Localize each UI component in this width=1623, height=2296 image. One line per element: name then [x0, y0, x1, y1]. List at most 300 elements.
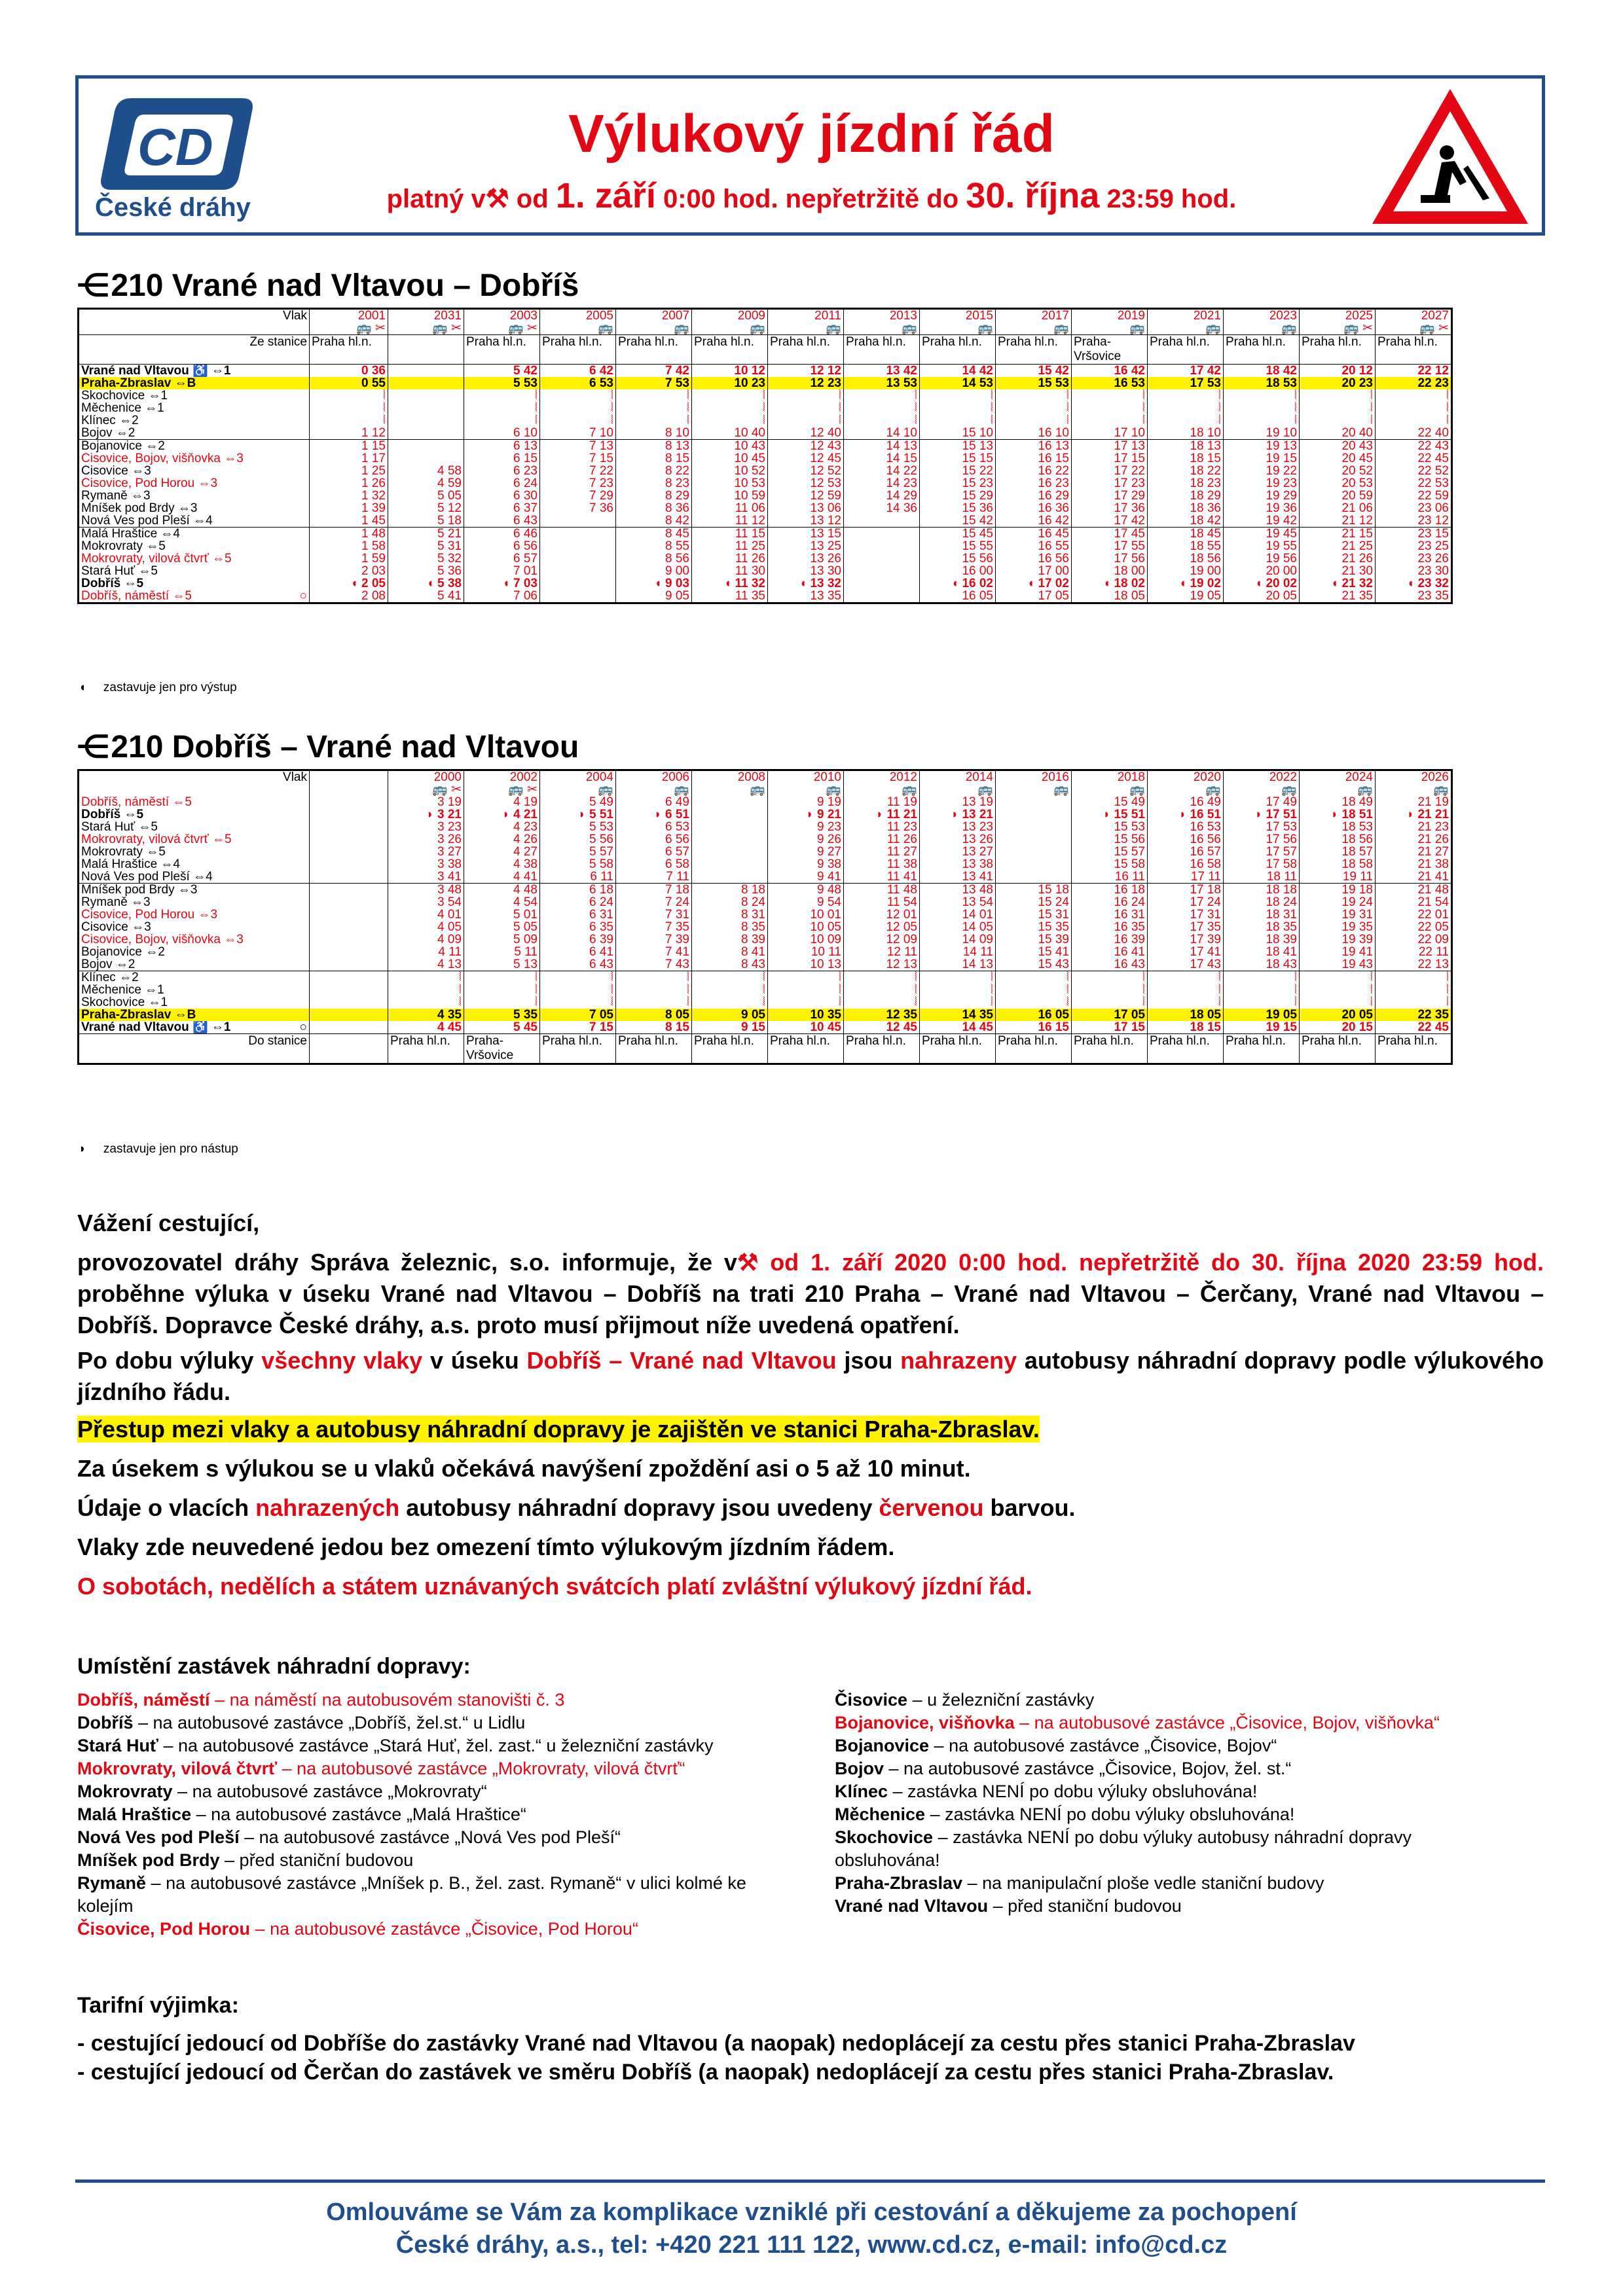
departure-time: 6 43 [464, 514, 540, 528]
departure-time: 21 23 [1376, 821, 1452, 833]
departure-time: ⦚ [1224, 984, 1300, 996]
departure-time: 13 23 [920, 821, 996, 833]
departure-time: 1 59 [310, 552, 388, 565]
departure-time: 1 39 [310, 502, 388, 514]
departure-time: 6 57 [616, 846, 692, 858]
departure-time: 17 53 [1224, 821, 1300, 833]
train-line-icon: ⋲ [77, 730, 109, 764]
departure-time: ⦚ [1224, 996, 1300, 1009]
departure-time: 19 29 [1224, 490, 1300, 502]
departure-time: 6 53 [540, 377, 616, 389]
stop-item [835, 1872, 1489, 1895]
departure-time: 1 45 [310, 514, 388, 528]
departure-time: 11 41 [844, 870, 920, 884]
departure-time: ⦚ [1148, 414, 1224, 427]
departure-time: 20 43 [1300, 440, 1376, 453]
departure-time: 7 23 [540, 477, 616, 490]
departure-time: ⦚ [310, 402, 388, 414]
bus-icon: 🚌 [1148, 322, 1224, 335]
departure-time: 16 58 [1148, 858, 1224, 870]
alight-only-icon: ◖ [79, 681, 86, 694]
departure-time: 10 09 [768, 933, 844, 946]
departure-time: 16 29 [996, 490, 1072, 502]
departure-time: 21 38 [1376, 858, 1452, 870]
departure-time: 19 24 [1300, 896, 1376, 908]
departure-time: 18 22 [1148, 465, 1224, 477]
departure-time: 15 18 [996, 884, 1072, 897]
station-name: Dobříš ⇔5 [81, 808, 144, 821]
departure-time: ◖ 13 32 [768, 577, 844, 590]
bus-icon: 🚌 ✂ [464, 322, 540, 335]
stop-description: – na autobusové zastávce „Čisovice, Pod Horou“ [250, 1919, 638, 1939]
departure-time: 8 36 [616, 502, 692, 514]
departure-time: 1 25 [310, 465, 388, 477]
departure-time [996, 858, 1072, 870]
departure-time [996, 846, 1072, 858]
board-only-icon: ◗ [79, 1142, 86, 1156]
departure-time: 16 22 [996, 465, 1072, 477]
departure-time: 21 26 [1376, 833, 1452, 846]
departure-time: 11 48 [844, 884, 920, 897]
departure-time: 22 01 [1376, 908, 1452, 921]
departure-time: ⦚ [920, 984, 996, 996]
departure-time: 19 05 [1148, 590, 1224, 603]
departure-time: 18 49 [1300, 796, 1376, 808]
vlak-label: Vlak [283, 770, 307, 783]
departure-time: ⦚ [1148, 996, 1224, 1009]
departure-time: 4 26 [464, 833, 540, 846]
departure-time: 21 06 [1300, 502, 1376, 514]
departure-time: 16 31 [1072, 908, 1148, 921]
stop-description: – zastávka NENÍ po dobu výluky obsluhována! [888, 1782, 1258, 1801]
departure-time: 17 05 [996, 590, 1072, 603]
departure-time: 6 13 [464, 440, 540, 453]
bus-icon: 🚌 ✂ [388, 322, 464, 335]
departure-time: 7 31 [616, 908, 692, 921]
departure-time: 8 24 [692, 896, 768, 908]
departure-time [310, 971, 388, 984]
departure-time: ◖ 21 32 [1300, 577, 1376, 590]
departure-time: 16 23 [996, 477, 1072, 490]
destination-station: Praha hl.n. [1300, 1034, 1376, 1064]
departure-time [692, 846, 768, 858]
departure-time: 6 43 [540, 958, 616, 971]
departure-time: 10 40 [692, 427, 768, 440]
bus-icon: 🚌 [768, 783, 844, 796]
departure-time: 19 13 [1224, 440, 1300, 453]
bus-icon: 🚌 [616, 322, 692, 335]
stop-description: – na autobusové zastávce „Nová Ves pod Pleší“ [239, 1827, 621, 1847]
departure-time: 17 58 [1224, 858, 1300, 870]
departure-time: ⦚ [1300, 971, 1376, 984]
table-row [79, 402, 1452, 414]
departure-time: 14 22 [844, 465, 920, 477]
destination-station: Praha hl.n. [692, 1034, 768, 1064]
departure-time: 13 30 [768, 565, 844, 577]
departure-time: 12 35 [844, 1009, 920, 1021]
ze-stanice-label: Ze stanice [79, 335, 310, 365]
departure-time: 4 54 [464, 896, 540, 908]
departure-time: ⦚ [844, 984, 920, 996]
departure-time: 8 39 [692, 933, 768, 946]
departure-time: 8 31 [692, 908, 768, 921]
departure-time: 9 54 [768, 896, 844, 908]
departure-time: 19 56 [1224, 552, 1300, 565]
departure-time: ◖ 5 38 [388, 577, 464, 590]
departure-time: 11 23 [844, 821, 920, 833]
departure-time [388, 440, 464, 453]
departure-time: 11 27 [844, 846, 920, 858]
table-row [79, 590, 1452, 603]
departure-time: ⦚ [692, 984, 768, 996]
station-name: Nová Ves pod Pleší ⇔4 [81, 514, 213, 528]
departure-time: 8 15 [616, 452, 692, 465]
departure-time: 14 11 [920, 946, 996, 958]
roadwork-warning-icon [1368, 84, 1532, 229]
departure-time: 14 13 [844, 440, 920, 453]
departure-time: 22 45 [1376, 1021, 1452, 1034]
departure-time: 11 26 [844, 833, 920, 846]
departure-time: 18 53 [1300, 821, 1376, 833]
departure-time: ◗ 13 21 [920, 808, 996, 821]
greeting: Vážení cestující, [77, 1210, 260, 1236]
departure-time: 7 43 [616, 958, 692, 971]
departure-time: 18 56 [1148, 552, 1224, 565]
departure-time: 0 55 [310, 377, 388, 389]
departure-time: 15 10 [920, 427, 996, 440]
departure-time: 18 24 [1224, 896, 1300, 908]
bus-icon: 🚌 [540, 322, 616, 335]
departure-time: 12 45 [844, 1021, 920, 1034]
departure-time: 6 56 [616, 833, 692, 846]
bus-icon: 🚌 [1300, 783, 1376, 796]
departure-time: 5 42 [464, 365, 540, 378]
stop-description: – před staniční budovou [219, 1850, 414, 1870]
stop-name: Bojanovice [835, 1736, 930, 1755]
departure-time: 20 52 [1300, 465, 1376, 477]
departure-time: 8 05 [616, 1009, 692, 1021]
stop-description: – na autobusové zastávce „Čisovice, Bojov“ [929, 1736, 1277, 1755]
departure-time: 6 58 [616, 858, 692, 870]
departure-time: ⦚ [310, 389, 388, 402]
departure-time: 10 11 [768, 946, 844, 958]
origin-station: Praha hl.n. [920, 335, 996, 365]
departure-time: 9 41 [768, 870, 844, 884]
table-row [79, 858, 1452, 870]
validity-subtitle: platný v⚒ od 1. září 0:00 hod. nepřetržitě do 30. října 23:59 hod. [386, 176, 1237, 215]
departure-time: ⦚ [1376, 984, 1452, 996]
departure-time: 4 13 [388, 958, 464, 971]
departure-time: 6 15 [464, 452, 540, 465]
origin-station: Praha hl.n. [1376, 335, 1452, 365]
destination-station: Praha hl.n. [844, 1034, 920, 1064]
departure-time: 5 36 [388, 565, 464, 577]
departure-time: 8 15 [616, 1021, 692, 1034]
departure-time: ⦚ [1376, 414, 1452, 427]
stops-list-right [835, 1689, 1489, 1918]
departure-time: 4 48 [464, 884, 540, 897]
departure-time: 6 31 [540, 908, 616, 921]
departure-time: 23 15 [1376, 528, 1452, 541]
departure-time: 5 53 [540, 821, 616, 833]
departure-time: 22 43 [1376, 440, 1452, 453]
departure-time: 5 21 [388, 528, 464, 541]
departure-time: 7 53 [616, 377, 692, 389]
departure-time: 3 27 [388, 846, 464, 858]
table-row [79, 389, 1452, 402]
departure-time: ⦚ [540, 996, 616, 1009]
departure-time: ◖ 18 02 [1072, 577, 1148, 590]
departure-time: 7 24 [616, 896, 692, 908]
departure-time: 16 55 [996, 540, 1072, 552]
station-name: Čisovice, Bojov, višňovka ⇔3 [81, 933, 244, 946]
destination-station: Praha hl.n. [1376, 1034, 1452, 1064]
table-row [79, 996, 1452, 1009]
train-number-row [79, 770, 1452, 784]
departure-time: 16 43 [1072, 958, 1148, 971]
departure-time: 19 10 [1224, 427, 1300, 440]
destination-station: Praha hl.n. [920, 1034, 996, 1064]
departure-time: 14 45 [920, 1021, 996, 1034]
departure-time: 16 15 [996, 452, 1072, 465]
station-name: Dobříš, náměstí ⇔5 ○ [81, 590, 307, 603]
stop-description: – na autobusové zastávce „Čisovice, Bojov, žel. st.“ [884, 1759, 1292, 1778]
station-name: Čisovice ⇔3 [81, 921, 151, 933]
departure-time [388, 427, 464, 440]
train-number: 2027 [1376, 309, 1452, 323]
departure-time: 7 01 [464, 565, 540, 577]
stop-name: Mokrovraty [77, 1782, 173, 1801]
departure-time: ⦚ [540, 389, 616, 402]
departure-time: ⦚ [768, 389, 844, 402]
departure-time: 6 24 [464, 477, 540, 490]
departure-time: 9 05 [692, 1009, 768, 1021]
stop-item [77, 1780, 797, 1803]
departure-time: 22 23 [1376, 377, 1452, 389]
departure-time: 19 35 [1300, 921, 1376, 933]
departure-time: 21 27 [1376, 846, 1452, 858]
bus-icon: 🚌 ✂ [1376, 322, 1452, 335]
departure-time: 21 12 [1300, 514, 1376, 528]
departure-time: 13 53 [844, 377, 920, 389]
departure-time: 15 39 [996, 933, 1072, 946]
station-name: Klínec ⇔2 [81, 414, 139, 427]
departure-time: 18 43 [1224, 958, 1300, 971]
departure-time: 5 41 [388, 590, 464, 603]
departure-time: 5 18 [388, 514, 464, 528]
destination-station: Praha hl.n. [768, 1034, 844, 1064]
vlak-label: Vlak [283, 309, 307, 322]
stop-name: Klínec [835, 1782, 888, 1801]
stop-item [835, 1895, 1489, 1918]
table-row [79, 502, 1452, 514]
departure-time: 10 12 [692, 365, 768, 378]
departure-time: 15 23 [920, 477, 996, 490]
destination-station: Praha hl.n. [1072, 1034, 1148, 1064]
stop-description: – u železniční zastávky [907, 1690, 1095, 1710]
departure-time: 17 00 [996, 565, 1072, 577]
departure-time: 22 35 [1376, 1009, 1452, 1021]
departure-time: 16 13 [996, 440, 1072, 453]
departure-time: 20 53 [1300, 477, 1376, 490]
departure-time [692, 821, 768, 833]
departure-time: 22 52 [1376, 465, 1452, 477]
departure-time: 13 38 [920, 858, 996, 870]
table-row [79, 577, 1452, 590]
table-row [79, 884, 1452, 897]
departure-time: ◗ 4 21 [464, 808, 540, 821]
stop-item [835, 1780, 1489, 1803]
table-row [79, 921, 1452, 933]
bus-icon: 🚌 [920, 322, 996, 335]
departure-time: 5 05 [464, 921, 540, 933]
bus-icon [310, 783, 388, 796]
departure-time: 10 23 [692, 377, 768, 389]
timetable-vrane-dobris [77, 308, 1453, 604]
departure-time [540, 577, 616, 590]
departure-time: 17 56 [1072, 552, 1148, 565]
departure-time: 21 35 [1300, 590, 1376, 603]
stop-description: – na manipulační ploše vedle staniční budovy [962, 1873, 1324, 1893]
departure-time: 4 01 [388, 908, 464, 921]
train-number: 2004 [540, 770, 616, 784]
departure-time [692, 808, 768, 821]
departure-time [540, 540, 616, 552]
tariff-rules: - cestující jedoucí od Dobříše do zastávky Vrané nad Vltavou (a naopak) nedoplácejí za cestu přes stanici Praha-Zbraslav - cestující jedoucí od Čerčan do zastávek ve směru Dobříš (a naopak) nedoplácejí za cestu přes stanici Praha-Zbraslav. [77, 2031, 1355, 2085]
departure-time: 17 39 [1148, 933, 1224, 946]
departure-time: 1 17 [310, 452, 388, 465]
bus-icon: 🚌 ✂ [388, 783, 464, 796]
departure-time [692, 858, 768, 870]
departure-time: 4 19 [464, 796, 540, 808]
departure-time: 7 22 [540, 465, 616, 477]
station-name: Rymaně ⇔3 [81, 896, 151, 908]
stop-name: Mníšek pod Brdy [77, 1850, 220, 1870]
table-row [79, 908, 1452, 921]
stop-description: – na autobusové zastávce „Mokrovraty, vilová čtvrť“ [277, 1759, 685, 1778]
train-number: 2012 [844, 770, 920, 784]
departure-time: 15 15 [920, 452, 996, 465]
station-name: Čisovice, Bojov, višňovka ⇔3 [81, 452, 244, 465]
departure-time [540, 514, 616, 528]
station-name: Měchenice ⇔1 [81, 984, 164, 996]
departure-time: ⦚ [996, 984, 1072, 996]
bus-symbol-row [79, 322, 1452, 335]
station-name: Čisovice ⇔3 [81, 465, 151, 477]
train-number: 2026 [1376, 770, 1452, 784]
station-name: Mníšek pod Brdy ⇔3 [79, 884, 310, 897]
stop-item [835, 1757, 1489, 1780]
departure-time: ⦚ [540, 414, 616, 427]
departure-time: 11 12 [692, 514, 768, 528]
departure-time: 1 12 [310, 427, 388, 440]
departure-time: ⦚ [616, 971, 692, 984]
bus-icon: 🚌 [920, 783, 996, 796]
departure-time: 17 49 [1224, 796, 1300, 808]
departure-time: 18 05 [1148, 1009, 1224, 1021]
train-number: 2014 [920, 770, 996, 784]
departure-time: 16 05 [996, 1009, 1072, 1021]
departure-time: 4 09 [388, 933, 464, 946]
departure-time: ⦚ [310, 414, 388, 427]
station-name: Mokrovraty ⇔5 [81, 846, 166, 858]
departure-time: ⦚ [1072, 414, 1148, 427]
departure-time [388, 452, 464, 465]
departure-time: 16 45 [996, 528, 1072, 541]
departure-time: 19 42 [1224, 514, 1300, 528]
departure-time: ⦚ [768, 971, 844, 984]
departure-time: ⦚ [616, 414, 692, 427]
departure-time: 20 45 [1300, 452, 1376, 465]
station-name: Měchenice ⇔1 [81, 402, 164, 414]
departure-time: 4 41 [464, 870, 540, 884]
train-number: 2022 [1224, 770, 1300, 784]
departure-time: 5 56 [540, 833, 616, 846]
departure-time: 10 13 [768, 958, 844, 971]
departure-time: 17 10 [1072, 427, 1148, 440]
departure-time: 18 39 [1224, 933, 1300, 946]
departure-time [310, 796, 388, 808]
departure-time: ⦚ [616, 402, 692, 414]
train-number: 2015 [920, 309, 996, 323]
departure-time: 10 01 [768, 908, 844, 921]
departure-time: 7 41 [616, 946, 692, 958]
train-number: 2000 [388, 770, 464, 784]
departure-time [310, 958, 388, 971]
departure-time: 18 10 [1148, 427, 1224, 440]
departure-time: 14 09 [920, 933, 996, 946]
station-name: Mníšek pod Brdy ⇔3 [81, 502, 198, 514]
departure-time: ⦚ [540, 971, 616, 984]
table-row [79, 465, 1452, 477]
destination-station: Praha hl.n. [616, 1034, 692, 1064]
departure-time [310, 846, 388, 858]
departure-time: 16 53 [1148, 821, 1224, 833]
train-number: 2021 [1148, 309, 1224, 323]
stop-name: Bojanovice, višňovka [835, 1713, 1015, 1732]
departure-time [388, 377, 464, 389]
departure-time: 20 00 [1224, 565, 1300, 577]
departure-time: ⦚ [464, 414, 540, 427]
departure-time: 14 05 [920, 921, 996, 933]
departure-time: 1 32 [310, 490, 388, 502]
departure-time: 20 59 [1300, 490, 1376, 502]
departure-time: 21 41 [1376, 870, 1452, 884]
departure-time: 1 58 [310, 540, 388, 552]
bus-icon: 🚌 [1072, 783, 1148, 796]
departure-time: 7 42 [616, 365, 692, 378]
departure-time: 10 05 [768, 921, 844, 933]
train-number: 2003 [464, 309, 540, 323]
departure-time: 6 23 [464, 465, 540, 477]
departure-time: 16 36 [996, 502, 1072, 514]
station-name: Malá Hraštice ⇔4 [81, 858, 180, 870]
departure-time: 13 25 [768, 540, 844, 552]
paragraph-weekend: O sobotách, nedělích a státem uznávaných svátcích platí zvláštní výlukový jízdní řád. [77, 1573, 1032, 1600]
departure-time [540, 552, 616, 565]
station-name: Vrané nad Vltavou ♿ ⇔1 ○ [81, 1021, 307, 1034]
departure-time [692, 833, 768, 846]
departure-time: ⦚ [1072, 971, 1148, 984]
departure-time: 20 05 [1300, 1009, 1376, 1021]
departure-time: 13 48 [920, 884, 996, 897]
train-number [310, 770, 388, 784]
departure-time: ◖ 9 03 [616, 577, 692, 590]
departure-time: 7 10 [540, 427, 616, 440]
departure-time: 21 26 [1300, 552, 1376, 565]
departure-time: 5 01 [464, 908, 540, 921]
stop-item [77, 1803, 797, 1826]
